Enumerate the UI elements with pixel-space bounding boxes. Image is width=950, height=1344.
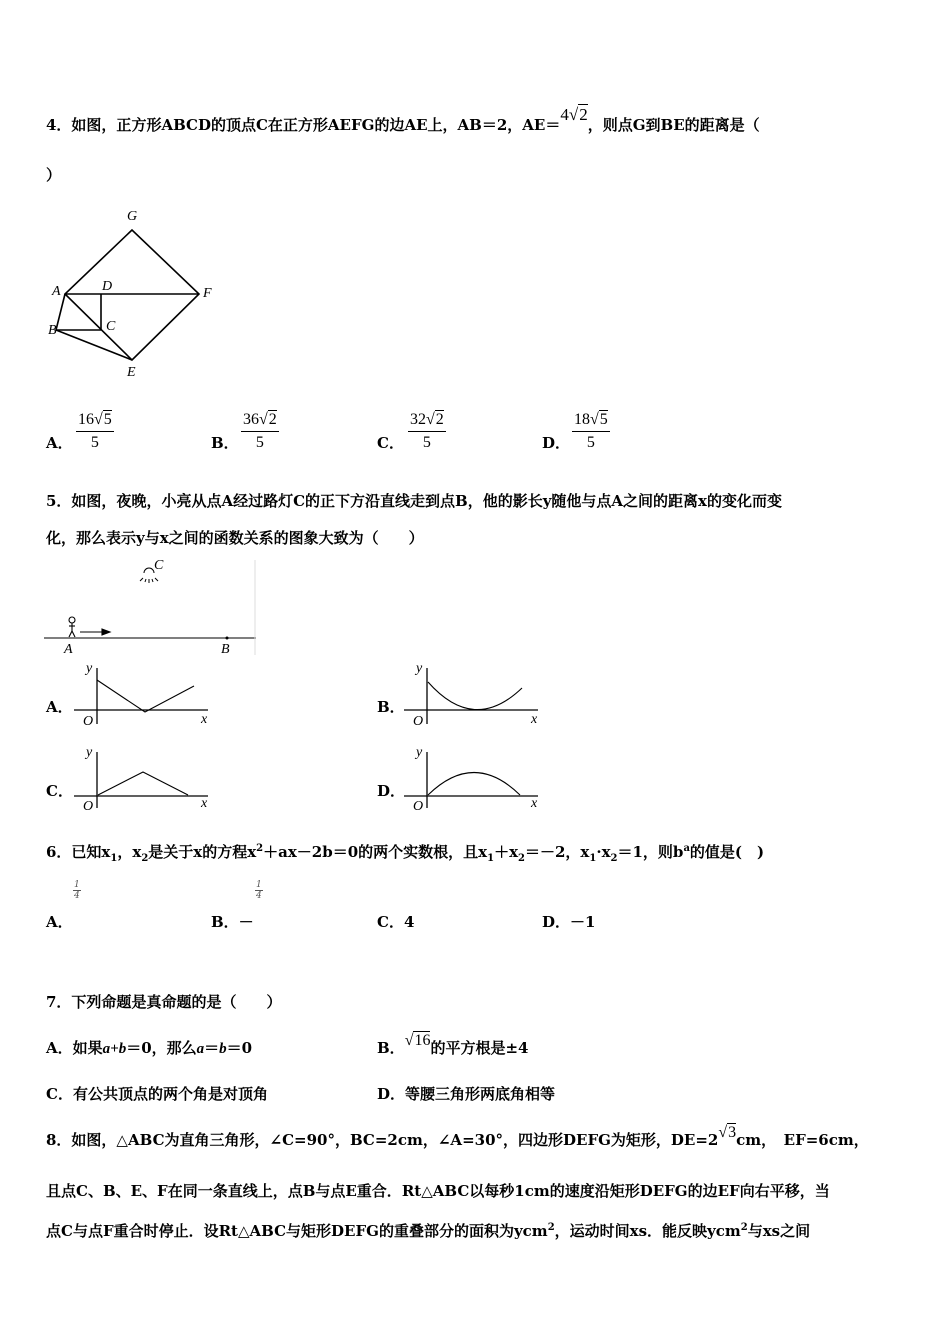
q4-option-a-label: A． [46, 434, 73, 452]
q4-label-E: E [127, 365, 136, 380]
q4-label-F: F [203, 286, 212, 301]
q4-label-D: D [102, 279, 113, 294]
q8-stem-line1: 8．如图，△ABC为直角三角形，∠C=90°，BC=2cm，∠A=30°，四边形DEFG为矩形，DE=2√3cm， EF=6cm， [46, 1124, 869, 1149]
q4-label-C: C [106, 319, 116, 334]
q8-stem-line3: 点C与点F重合时停止．设Rt△ABC与矩形DEFG的重叠部分的面积为ycm$^2$，运动时间xs．能反映ycm$^2$与xs之间 [46, 1222, 811, 1240]
q5-d-x-label: x [531, 796, 538, 811]
q4-figure [45, 208, 225, 388]
q5-c-o-label: O [83, 799, 94, 814]
q4-option-b-label: B． [211, 434, 239, 452]
q4-option-a-value: $\frac{16√5}{5}$ [78, 411, 112, 451]
q5-a-y-label: y [86, 661, 93, 676]
person-icon [69, 617, 75, 637]
q4-option-b-value: $\frac{36√2}{5}$ [243, 411, 277, 451]
q7-sqrt16: √16 [404, 1032, 431, 1049]
q6-stem: 6．已知$x_1$，$x_2$是关于x的方程$x^2+ax-2b=0$的两个实数根，且$x_1+x_2=-2$，$x_1\cdot x_2=1$，则$b^a$的值是( ) [46, 843, 765, 864]
q5-option-b-label: B． [377, 698, 405, 716]
q5-option-a-label: A． [46, 698, 73, 716]
q8-sqrt3: √3 [718, 1124, 737, 1141]
q5-b-y-label: y [416, 661, 423, 676]
q4-label-G: G [127, 209, 138, 224]
q5-c-x-label: x [201, 796, 208, 811]
q5-label-C: C [154, 558, 164, 573]
q6-option-b-fraction: 1 4 [256, 880, 262, 901]
q4-label-A: A [52, 284, 61, 299]
q4-option-d-value: $\frac{18√5}{5}$ [574, 411, 608, 451]
q5-d-y-label: y [416, 745, 423, 760]
q4-stem-line1: 4．如图，正方形ABCD的顶点C在正方形AEFG的边AE上，AB＝2，AE＝4√2，则点G到BE的距离是（ [46, 105, 760, 134]
q6-option-a-fraction: 1 4 [74, 880, 80, 901]
q6-option-a: A． [46, 913, 73, 931]
q7-option-d: D．等腰三角形两底角相等 [377, 1085, 556, 1103]
q7-option-b: B．√16的平方根是±4 [377, 1032, 529, 1057]
q5-option-d-label: D． [377, 782, 406, 800]
q6-option-c: C．4 [377, 913, 415, 931]
arrow-icon [80, 629, 110, 635]
q5-option-c-label: C． [46, 782, 73, 800]
q7-stem: 7．下列命题是真命题的是（ ） [46, 993, 282, 1011]
q5-b-x-label: x [531, 712, 538, 727]
q5-d-o-label: O [413, 799, 424, 814]
q5-label-A: A [64, 642, 73, 657]
q5-label-B: B [221, 642, 230, 657]
q5-stem-line1: 5．如图，夜晚，小亮从点A经过路灯C的正下方沿直线走到点B，他的影长y随他与点A之间的距离x的变化而变 [46, 492, 782, 510]
q4-ae-value: 4√2 [560, 105, 588, 124]
q4-option-d-label: D． [542, 434, 571, 452]
q4-option-c-value: $\frac{32√2}{5}$ [410, 411, 444, 451]
q5-stem-line2: 化，那么表示y与x之间的函数关系的图象大致为（ ） [46, 529, 424, 547]
q8-stem-line2: 且点C、B、E、F在同一条直线上，点B与点E重合．Rt△ABC以每秒1cm的速度沿矩形DEFG的边EF向右平移，当 [46, 1182, 830, 1200]
q6-option-d: D．－1 [542, 913, 596, 931]
q4-label-B: B [48, 323, 57, 338]
q7-option-a: A．如果a+b＝0，那么a＝b＝0 [46, 1039, 253, 1057]
q5-b-o-label: O [413, 714, 424, 729]
q5-a-x-label: x [201, 712, 208, 727]
q7-option-c: C．有公共顶点的两个角是对顶角 [46, 1085, 268, 1103]
q6-option-b: B．－ [211, 913, 254, 931]
q5-c-y-label: y [86, 745, 93, 760]
q5-a-o-label: O [83, 714, 94, 729]
q4-stem-line2: ） [46, 166, 62, 184]
q4-option-c-label: C． [377, 434, 404, 452]
